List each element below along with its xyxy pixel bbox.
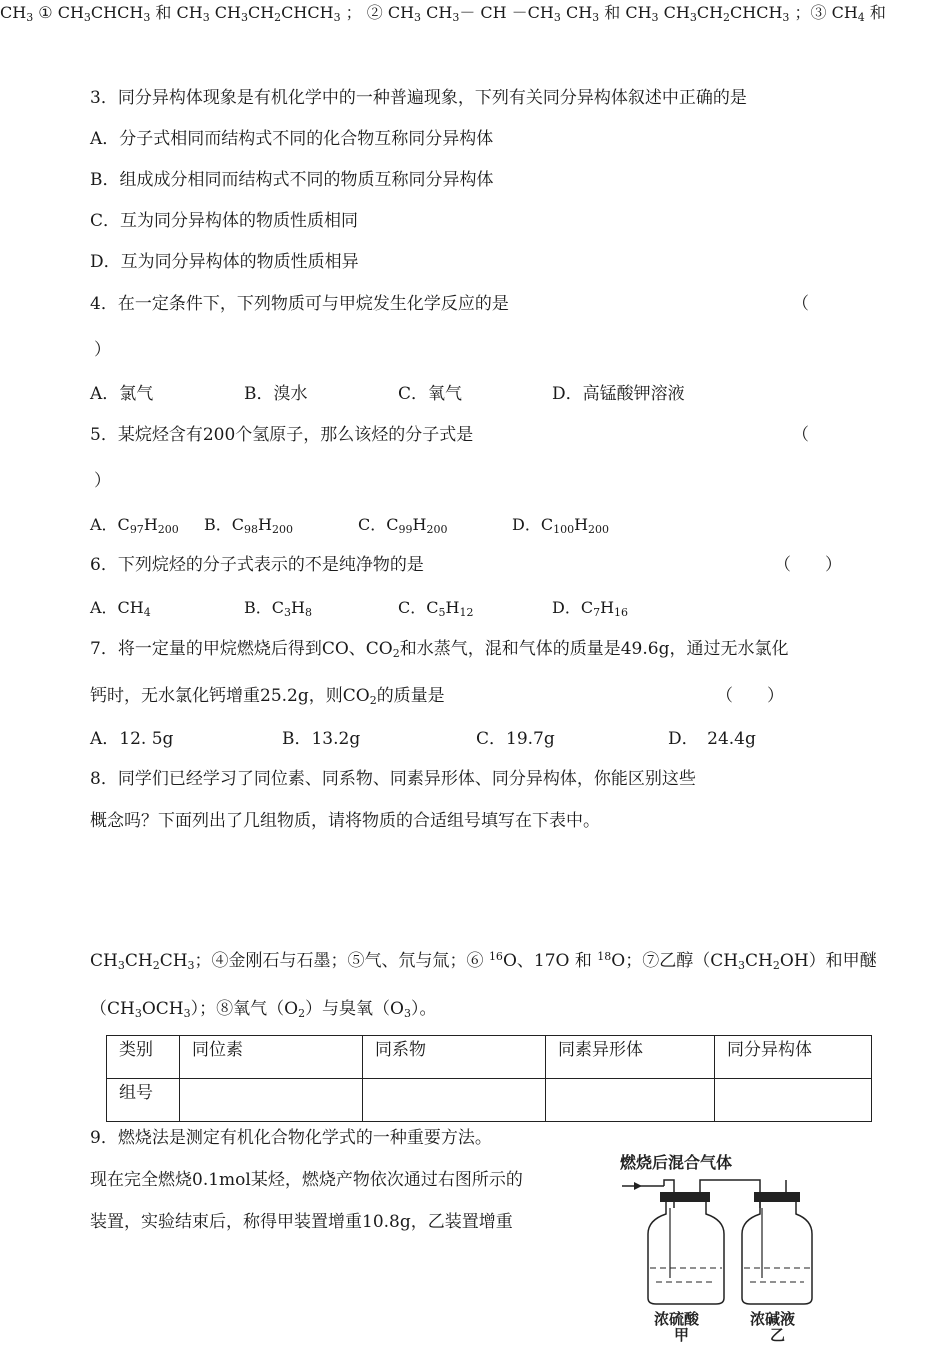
q8-items-line1: $CH_3CH_2CH_3$；④金刚石与石墨；⑤气、氘与氚；⑥ $^{16}$O、17O 和 $^{18}$O；⑦乙醇$(CH_3CH_2OH)$和甲醚 bbox=[90, 950, 877, 972]
q6-option-b: B．$C_3H_8$ bbox=[244, 598, 312, 619]
q8-stem-continued: 概念吗？下面列出了几组物质，请将物质的合适组号填写在下表中。 bbox=[90, 811, 600, 831]
classification-table bbox=[106, 1035, 872, 1122]
q6-option-d: D．$C_7H_{16}$ bbox=[552, 598, 629, 619]
bottle2-reagent: 浓碱液 bbox=[750, 1310, 796, 1328]
table-header-cell: 同位素 bbox=[180, 1036, 363, 1079]
stopper-1 bbox=[660, 1192, 710, 1202]
bottle1-reagent: 浓硫酸 bbox=[654, 1310, 700, 1328]
table-header-row bbox=[107, 1036, 872, 1079]
q4-option-b: B．溴水 bbox=[244, 384, 308, 404]
q4-option-a: A．氯气 bbox=[90, 384, 154, 404]
q8-items-line2: $(CH_3OCH_3)$；⑧氧气$(O_2)$与臭氧$(O_3)$。 bbox=[90, 999, 437, 1020]
q5-option-b: B．$C_{98}H_{200}$ bbox=[204, 515, 293, 536]
q7-stem-continued: 钙时，无水氯化钙增重25.2g，则$CO_2$的质量是 bbox=[90, 686, 445, 707]
table-header-cell: 同素异形体 bbox=[546, 1036, 715, 1079]
bottle-1 bbox=[648, 1202, 724, 1304]
q6-option-c: C．$C_5H_{12}$ bbox=[398, 598, 474, 619]
q7-option-b: B．13.2g bbox=[282, 729, 361, 749]
stopper-2 bbox=[754, 1192, 800, 1202]
table-row-label: 组号 bbox=[107, 1079, 180, 1122]
bottle-2 bbox=[742, 1202, 812, 1304]
q4-answer-paren-close: ） bbox=[94, 340, 111, 360]
q7-option-a: A．12. 5g bbox=[90, 729, 174, 749]
q7-stem: 7．将一定量的甲烷燃烧后得到CO、$CO_2$和水蒸气，混和气体的质量是49.6g，通过无水氯化 bbox=[90, 639, 789, 660]
q8-stem: 8．同学们已经学习了同位素、同系物、同素异形体、同分异构体，你能区别这些 bbox=[90, 769, 696, 789]
q9-stem: 9．燃烧法是测定有机化合物化学式的一种重要方法。 bbox=[90, 1128, 492, 1148]
q5-option-c: C．$C_{99}H_{200}$ bbox=[358, 515, 448, 536]
q3-option-b: B．组成成分相同而结构式不同的物质互称同分异构体 bbox=[90, 170, 494, 190]
q5-option-a: A．$C_{97}H_{200}$ bbox=[90, 515, 179, 536]
q9-line2: 现在完全燃烧0.1mol某烃，燃烧产物依次通过右图所示的 bbox=[90, 1170, 523, 1190]
q4-option-c: C．氧气 bbox=[398, 384, 463, 404]
table-answer-cell[interactable] bbox=[180, 1079, 363, 1122]
table-row bbox=[107, 1079, 872, 1122]
q9-line3: 装置，实验结束后，称得甲装置增重10.8g，乙装置增重 bbox=[90, 1212, 513, 1232]
q3-option-a: A．分子式相同而结构式不同的化合物互称同分异构体 bbox=[90, 129, 494, 149]
q7-option-d: D． 24.4g bbox=[668, 729, 756, 749]
inlet-arrow-icon bbox=[634, 1182, 642, 1190]
q3-stem: 3．同分异构体现象是有机化学中的一种普遍现象，下列有关同分异构体叙述中正确的是 bbox=[90, 88, 747, 108]
bottle1-name: 甲 bbox=[674, 1326, 690, 1344]
q5-answer-paren-open: （ bbox=[792, 425, 809, 445]
q4-answer-paren-open: （ bbox=[792, 294, 809, 314]
q3-option-d: D．互为同分异构体的物质性质相异 bbox=[90, 252, 359, 272]
q7-option-c: C．19.7g bbox=[476, 729, 555, 749]
q4-stem: 4．在一定条件下，下列物质可与甲烷发生化学反应的是 bbox=[90, 294, 509, 314]
table-answer-cell[interactable] bbox=[715, 1079, 872, 1122]
q4-option-d: D．高锰酸钾溶液 bbox=[552, 384, 685, 404]
table-header-cell: 同系物 bbox=[363, 1036, 546, 1079]
q3-option-c: C．互为同分异构体的物质性质相同 bbox=[90, 211, 359, 231]
figure-label-top: 燃烧后混合气体 bbox=[620, 1153, 733, 1172]
q6-option-a: A．$CH_4$ bbox=[90, 598, 151, 619]
table-answer-cell[interactable] bbox=[546, 1079, 715, 1122]
q5-stem: 5．某烷烃含有200个氢原子，那么该烃的分子式是 bbox=[90, 425, 474, 445]
table-header-cell: 类别 bbox=[107, 1036, 180, 1079]
structural-formulas: $CH_3$ ① $CH_3CHCH_3$ 和 $CH_3$ $CH_3CH_2CHCH_3$ ； ② $CH_3$ $CH_3-$ CH $-CH_3$ $CH_3$ 和 $CH_3$ $CH_3CH_2CHCH_3$ ；③ $CH_4$ 和 bbox=[0, 3, 886, 24]
bottle2-name: 乙 bbox=[770, 1326, 786, 1344]
q6-answer-paren: （ ） bbox=[774, 555, 842, 575]
table-header-cell: 同分异构体 bbox=[715, 1036, 872, 1079]
q5-answer-paren-close: ） bbox=[94, 471, 111, 491]
q7-answer-paren: （ ） bbox=[716, 686, 784, 706]
table-answer-cell[interactable] bbox=[363, 1079, 546, 1122]
q6-stem: 6．下列烷烃的分子式表示的不是纯净物的是 bbox=[90, 555, 424, 575]
q5-option-d: D．$C_{100}H_{200}$ bbox=[512, 515, 610, 536]
